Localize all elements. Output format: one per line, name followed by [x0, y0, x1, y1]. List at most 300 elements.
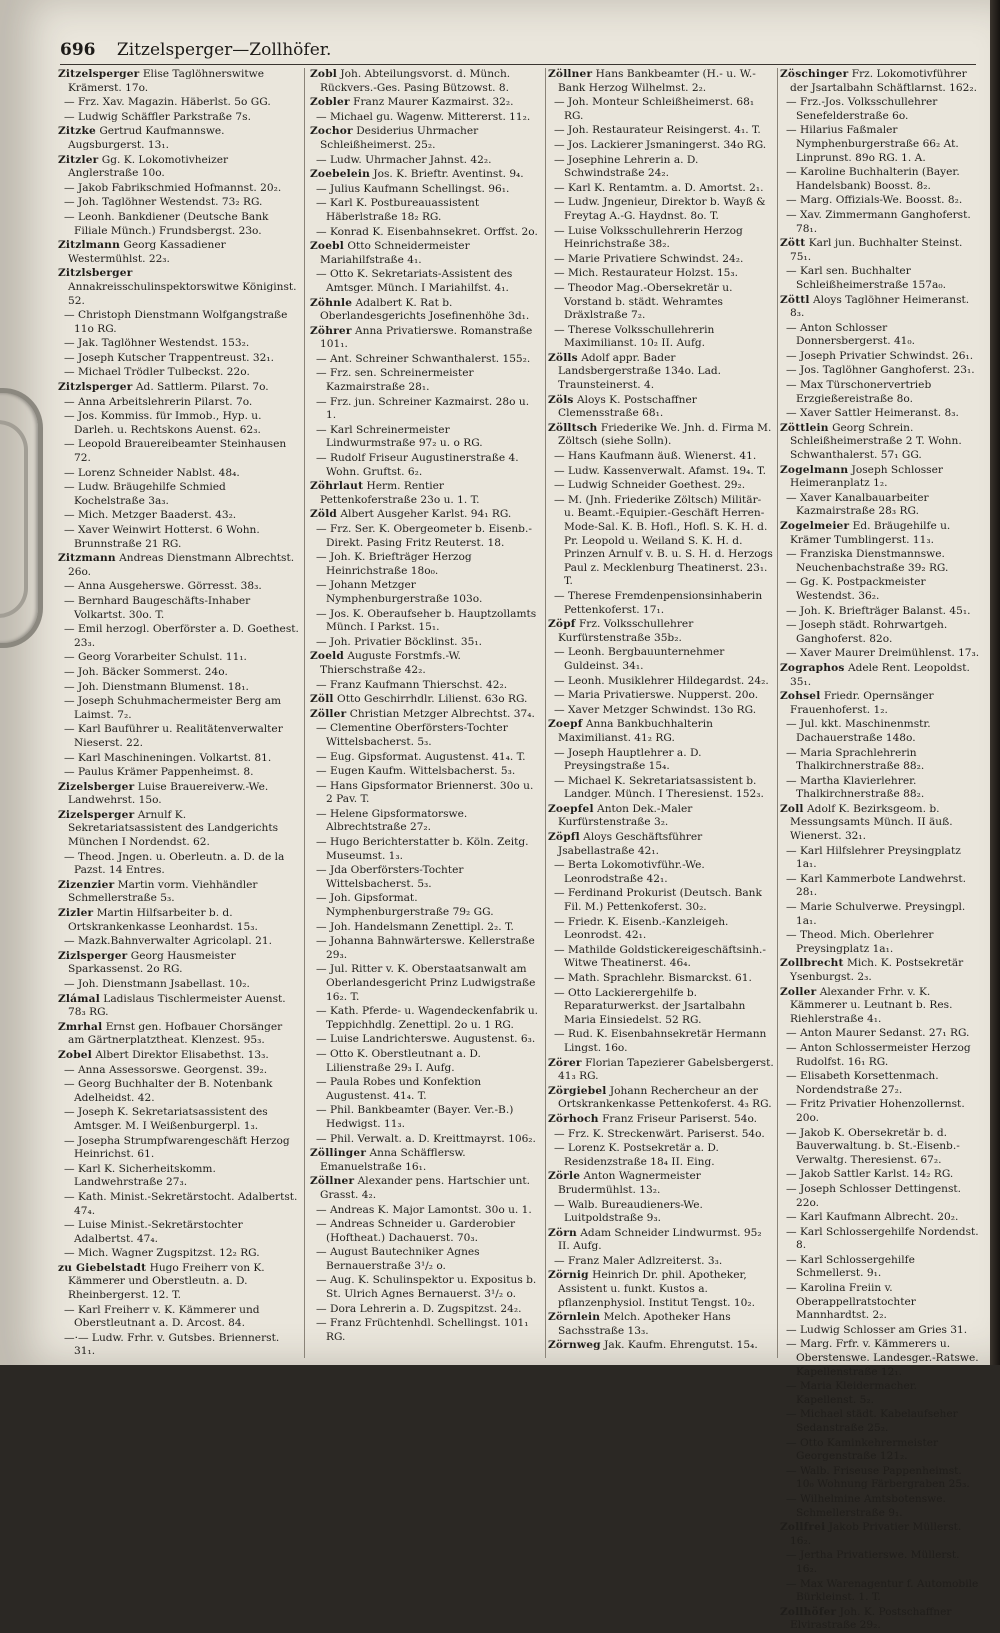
- entry-details: — Mich. Metzger Baaderst. 43₂.: [64, 509, 237, 522]
- entry-details: — Franz Kaufmann Thierschst. 42₂.: [316, 678, 508, 691]
- directory-entry: [780, 1606, 980, 1633]
- entry-details: — Frz. sen. Schreinermeister Kazmairstraße 28₁.: [316, 367, 474, 394]
- entry-details: — Anna Arbeitslehrerin Pilarst. 7o.: [64, 395, 253, 408]
- directory-entry: [310, 636, 542, 650]
- directory-entry: [548, 1227, 774, 1254]
- directory-entry: [548, 68, 774, 95]
- entry-details: — Michael Trödler Tulbeckst. 22o.: [64, 366, 250, 379]
- directory-entry: [780, 294, 980, 321]
- entry-details: Aloys Taglöhner Heimeranst. 8₃.: [790, 293, 970, 320]
- directory-entry: [780, 1437, 980, 1464]
- entry-details: — Joh. K. Briefträger Herzog Heinrichstraße 18o₀.: [316, 551, 472, 577]
- entry-details: — M. (Jnh. Friederike Zöltsch) Militär- u. Beamt.-Equipier.-Geschäft Herren-Mode-Sal. K. B. Hofl., Hofl. S. K. H. d. Pr. Leopold u. Weiland S. K. H. d. Prinzen Arnulf v. B. u. S. H. d. Herzogs Paul z. Mecklenburg Theatinerst. 23₁. T.: [554, 493, 773, 588]
- entry-details: — Joseph Privatier Schwindst. 26₁.: [786, 349, 974, 362]
- directory-entry: [58, 438, 300, 465]
- directory-entry: [58, 1332, 300, 1359]
- entry-surname: Zöttl: [780, 293, 810, 306]
- directory-entry: [310, 183, 542, 197]
- entry-details: Adalbert K. Rat b. Oberlandesgerichts Josefinenhöhe 3d₁.: [320, 296, 530, 323]
- directory-entry: [58, 781, 300, 808]
- entry-surname: Zitzlsperger: [58, 381, 133, 394]
- entry-details: — Karl Schlossergehilfe Nordendst. 8.: [786, 1225, 979, 1252]
- entry-details: — Therese Fremdenpensionsinhaberin Pettenkoferst. 17₁.: [554, 589, 763, 616]
- entry-details: Desiderius Uhrmacher Schleißheimerst. 25₂.: [320, 125, 479, 151]
- entry-details: — Marie Schulverwe. Preysingpl. 1a₁.: [786, 901, 966, 927]
- directory-entry: [780, 464, 980, 491]
- directory-entry: [548, 494, 774, 589]
- directory-entry: [310, 751, 542, 765]
- directory-entry: [310, 480, 542, 507]
- entry-details: — Lorenz Schneider Nablst. 48₄.: [64, 466, 240, 479]
- entry-surname: Zöls: [548, 393, 574, 406]
- directory-entry: [58, 154, 300, 181]
- entry-details: — Franz Früchtenhdl. Schellingst. 101₁ RG.: [316, 1317, 529, 1343]
- entry-details: — Franziska Dienstmannswe. Neuchenbachstraße 39₂ RG.: [786, 548, 949, 574]
- entry-details: Anton Wagnermeister Brudermühlst. 13₂.: [558, 1170, 701, 1196]
- directory-entry: [58, 907, 300, 934]
- entry-surname: Zollfrei: [780, 1521, 826, 1534]
- entry-surname: Zographos: [780, 661, 845, 674]
- entry-details: — Fritz Privatier Hohenzollernst. 20o.: [786, 1098, 965, 1124]
- entry-details: — Frz. K. Streckenwärt. Pariserst. 54o.: [554, 1127, 765, 1140]
- entry-details: —·— Ludw. Frhr. v. Gutsbes. Briennerst. 31₁.: [64, 1331, 280, 1358]
- entry-surname: Zizler: [58, 907, 94, 920]
- directory-entry: [58, 752, 300, 766]
- directory-entry: [310, 1218, 542, 1245]
- entry-details: — Math. Sprachlehr. Bismarckst. 61.: [554, 972, 752, 984]
- directory-entry: [310, 579, 542, 606]
- entry-details: — Joseph Schuhmachermeister Berg am Laimst. 7₂.: [64, 695, 282, 721]
- entry-details: — Helene Gipsformatorswe. Albrechtstraße 27₂.: [316, 807, 468, 834]
- entry-details: Jakob Privatier Müllerst. 16₂.: [790, 1521, 962, 1547]
- directory-entry: [310, 197, 542, 224]
- directory-entry: [780, 379, 980, 406]
- entry-details: Ernst gen. Hofbauer Chorsänger am Gärtnerplatztheat. Klenzest. 95₃.: [68, 1020, 283, 1047]
- directory-entry: [310, 892, 542, 919]
- entry-surname: Zött: [780, 237, 806, 250]
- entry-surname: Zmrhal: [58, 1020, 103, 1033]
- directory-entry: [780, 364, 980, 378]
- entry-details: — Leonh. Musiklehrer Hildegardst. 24₂.: [554, 674, 769, 687]
- entry-details: Frz. Lokomotivführer der Jsartalbahn Schäftlarnst. 162₂.: [790, 68, 977, 94]
- entry-surname: Zizlsperger: [58, 949, 128, 962]
- directory-entry: [58, 125, 300, 152]
- directory-entry: [58, 1049, 300, 1063]
- entry-surname: Zöschinger: [780, 68, 849, 80]
- directory-entry: [548, 450, 774, 464]
- directory-entry: [780, 520, 980, 547]
- entry-details: — Jos. Kommiss. für Immob., Hyp. u. Darleh. u. Rechtskons Auenst. 62₃.: [64, 410, 262, 436]
- entry-details: — Karoline Buchhalterin (Bayer. Handelsbank) Boosst. 8₂.: [786, 166, 960, 192]
- entry-surname: Zitzler: [58, 153, 99, 166]
- directory-entry: [310, 780, 542, 807]
- directory-entry: [58, 267, 300, 308]
- entry-details: — Jda Oberförsters-Tochter Wittelsbacherst. 5₃.: [316, 864, 464, 890]
- entry-details: — Luise Landrichterswe. Augustenst. 6₃.: [316, 1033, 536, 1046]
- directory-entry: [310, 693, 542, 707]
- page-number: 696: [60, 40, 96, 60]
- directory-entry: [780, 1578, 980, 1605]
- entry-details: — Joh. Gipsformat. Nymphenburgerstraße 79₂ GG.: [316, 892, 494, 919]
- entry-details: — Karl Maschineningen. Volkartst. 81.: [64, 751, 272, 764]
- entry-surname: Zöllner: [548, 68, 593, 80]
- directory-entry: [780, 803, 980, 844]
- directory-entry: [310, 240, 542, 267]
- directory-entry: [780, 1070, 980, 1097]
- entry-surname: Zörnweg: [548, 1339, 601, 1352]
- column-1: [58, 68, 300, 1358]
- directory-entry: [310, 921, 542, 935]
- entry-details: — Marie Privatiere Schwindst. 24₂.: [554, 252, 744, 265]
- entry-details: — Martha Klavierlehrer. Thalkirchnerstraße 88₂.: [786, 774, 925, 801]
- directory-entry: [780, 1380, 980, 1407]
- entry-surname: Zörnig: [548, 1269, 589, 1282]
- directory-entry: [310, 297, 542, 324]
- directory-entry: [310, 1175, 542, 1202]
- entry-details: — Ludw. Uhrmacher Jahnst. 42₂.: [316, 153, 492, 166]
- directory-entry: [310, 722, 542, 749]
- entry-details: — Theod. Mich. Oberlehrer Preysingplatz 1a₁.: [786, 929, 934, 955]
- entry-details: — Karl Schreinermeister Lindwurmstraße 97₂ u. o RG.: [316, 423, 483, 450]
- entry-details: — Anton Schlosser Donnersbergerst. 41₀.: [786, 321, 916, 348]
- entry-details: — Jos. K. Oberaufseher b. Hauptzollamts Münch. I Parkst. 15₁.: [316, 607, 537, 634]
- entry-details: — Mathilde Goldstickereigeschäftsinh.-Witwe Theatinerst. 46₄.: [554, 943, 766, 970]
- directory-entry: [548, 1028, 774, 1055]
- entry-details: Gg. K. Lokomotivheizer Anglerstraße 10o.: [68, 153, 229, 180]
- entry-details: Andreas Dienstmann Albrechtst. 26o.: [68, 552, 295, 578]
- entry-details: — Karl Hilfslehrer Preysingplatz 1a₁.: [786, 844, 961, 871]
- entry-surname: Zizenzier: [58, 878, 115, 891]
- entry-details: Albert Direktor Elisabethst. 13₃.: [95, 1048, 269, 1061]
- directory-entry: [780, 1098, 980, 1125]
- entry-details: — Ant. Schreiner Schwanthalerst. 155₂.: [316, 352, 531, 365]
- entry-details: — Frz. Xav. Magazin. Häberlst. 5o GG.: [64, 96, 271, 109]
- directory-entry: [58, 509, 300, 523]
- entry-details: — Mich. Wagner Zugspitzst. 12₂ RG.: [64, 1247, 260, 1260]
- directory-entry: [58, 481, 300, 508]
- entry-details: — Aug. K. Schulinspektor u. Expositus b. St. Ulrich Agnes Bernauerst. 3¹/₂ o.: [316, 1274, 537, 1301]
- entry-surname: Zitzelsperger: [58, 68, 140, 80]
- directory-entry: [780, 1211, 980, 1225]
- directory-entry: [58, 366, 300, 380]
- directory-entry: [780, 718, 980, 745]
- directory-entry: [780, 1465, 980, 1492]
- entry-details: — Joh. K. Briefträger Balanst. 45₁.: [786, 604, 971, 617]
- entry-details: — Anna Assessorswe. Georgenst. 39₂.: [64, 1063, 268, 1076]
- directory-entry: [58, 1262, 300, 1303]
- directory-entry: [310, 367, 542, 394]
- directory-entry: [58, 410, 300, 437]
- entry-details: — Walb. Bureaudieners-We. Luitpoldstraße 9₃.: [554, 1198, 703, 1225]
- entry-details: — Hilarius Faßmaler Nymphenburgerstraße 66₂ At. Linprunst. 89o RG. 1. A.: [786, 124, 959, 164]
- directory-entry: [548, 646, 774, 673]
- directory-entry: [58, 1064, 300, 1078]
- directory-entry: [548, 324, 774, 351]
- entry-details: — Maria Privatierswe. Nupperst. 20o.: [554, 689, 759, 702]
- directory-entry: [58, 196, 300, 210]
- directory-entry: [548, 887, 774, 914]
- directory-entry: [58, 337, 300, 351]
- directory-entry: [548, 1269, 774, 1310]
- entry-details: — Leopold Brauereibeamter Steinhausen 72.: [64, 438, 287, 465]
- entry-details: Anna Bankbuchhalterin Maximilianst. 41₂ RG.: [558, 718, 713, 744]
- entry-details: — Joh. Restaurateur Reisingerst. 4₁. T.: [554, 124, 761, 137]
- directory-entry: [548, 859, 774, 886]
- directory-entry: [310, 452, 542, 479]
- directory-entry: [548, 704, 774, 718]
- directory-entry: [548, 225, 774, 252]
- entry-surname: Zobel: [58, 1048, 92, 1061]
- entry-surname: Zogelmeier: [780, 520, 850, 532]
- entry-details: — Joh. Dienstmann Jsabellast. 10₂.: [64, 978, 250, 990]
- entry-surname: Zizelsperger: [58, 808, 135, 821]
- directory-entry: [548, 803, 774, 830]
- directory-entry: [310, 1133, 542, 1147]
- directory-entry: [310, 396, 542, 423]
- entry-details: — Ludw. Bräugehilfe Schmied Kochelstraße 3a₃.: [64, 481, 226, 507]
- entry-details: — Joh. Monteur Schleißheimerst. 68₁ RG.: [554, 96, 755, 122]
- entry-details: Georg Hausmeister Sparkassenst. 2o RG.: [68, 949, 236, 976]
- directory-entry: [548, 124, 774, 138]
- entry-details: Franz Maurer Kazmairst. 32₂.: [353, 96, 514, 109]
- entry-details: — Karl K. Sicherheitskomm. Landwehrstraße 27₃.: [64, 1162, 216, 1189]
- entry-details: — Andreas Schneider u. Garderobier (Hoftheat.) Dachauerst. 70₃.: [316, 1218, 516, 1244]
- directory-entry: [548, 675, 774, 689]
- entry-details: — Leonh. Bergbauunternehmer Guldeinst. 34₁.: [554, 646, 725, 672]
- entry-surname: Zoepf: [548, 718, 583, 731]
- directory-entry: [548, 139, 774, 153]
- entry-details: — Xaver Kanalbauarbeiter Kazmairstraße 28₃ RG.: [786, 491, 929, 518]
- entry-details: Friederike We. Jnh. d. Firma M. Zöltsch (siehe Solln).: [558, 421, 772, 448]
- entry-details: — Ludwig Schlosser am Gries 31.: [786, 1323, 968, 1336]
- column-2: [310, 68, 542, 1358]
- entry-details: Aloys K. Postschaffner Clemensstraße 68₁.: [558, 393, 697, 420]
- entry-surname: Zobl: [310, 68, 338, 80]
- column-divider: [304, 68, 305, 1358]
- directory-entry: [310, 353, 542, 367]
- column-3: [548, 68, 774, 1358]
- entry-details: — Joh. Bäcker Sommerst. 24o.: [64, 665, 228, 678]
- directory-entry: [548, 1255, 774, 1269]
- directory-entry: [310, 1274, 542, 1301]
- entry-details: — Karl Bauführer u. Realitätenverwalter Nieserst. 22.: [64, 723, 283, 749]
- directory-entry: [310, 551, 542, 578]
- directory-entry: [58, 993, 300, 1020]
- directory-entry: [310, 963, 542, 1004]
- directory-entry: [780, 986, 980, 1027]
- entry-details: — Rud. K. Eisenbahnsekretär Hermann Lingst. 16o.: [554, 1028, 767, 1054]
- directory-entry: [780, 1324, 980, 1338]
- directory-entry: [548, 352, 774, 393]
- entry-details: — Jul. kkt. Maschinenmstr. Dachauerstraße 148o.: [786, 718, 931, 744]
- directory-entry: [58, 396, 300, 410]
- entry-surname: Zlámal: [58, 992, 100, 1005]
- entry-surname: Zöpf: [548, 618, 576, 631]
- entry-details: Adam Schneider Lindwurmst. 95₂ II. Aufg.: [558, 1226, 762, 1253]
- directory-entry: [548, 1142, 774, 1169]
- entry-details: — Ferdinand Prokurist (Deutsch. Bank Fil. M.) Pettenkoferst. 30₂.: [554, 887, 762, 914]
- directory-entry: [548, 182, 774, 196]
- directory-entry: [58, 723, 300, 750]
- directory-entry: [58, 309, 300, 336]
- directory-entry: [780, 96, 980, 123]
- directory-entry: [58, 950, 300, 977]
- entry-details: — Jakob Fabrikschmied Hofmannst. 20₂.: [64, 181, 282, 194]
- directory-entry: [58, 651, 300, 665]
- entry-details: — Mazk.Bahnverwalter Agricolapl. 21.: [64, 935, 272, 948]
- directory-entry: [548, 1113, 774, 1127]
- entry-surname: Zöhnle: [310, 296, 353, 309]
- entry-details: Ladislaus Tischlermeister Auenst. 78₃ RG.: [68, 992, 286, 1019]
- directory-entry: [58, 182, 300, 196]
- directory-entry: [548, 479, 774, 493]
- entry-details: Ed. Bräugehilfe u. Krämer Tumblingerst. 11₃.: [790, 520, 951, 546]
- entry-details: — Josephine Lehrerin a. D. Schwindstraße 24₂.: [554, 153, 699, 180]
- directory-entry: [310, 68, 542, 95]
- entry-details: — Gg. K. Postpackmeister Westendst. 36₂.: [786, 576, 926, 602]
- directory-entry: [548, 196, 774, 223]
- directory-entry: [780, 690, 980, 717]
- directory-entry: [310, 154, 542, 168]
- directory-entry: [780, 1408, 980, 1435]
- entry-surname: Zogelmann: [780, 463, 849, 476]
- entry-details: — Franz Maler Adlzreiterst. 3₃.: [554, 1254, 723, 1267]
- entry-surname: Zochor: [310, 125, 353, 138]
- column-divider: [545, 68, 546, 1358]
- directory-entry: [548, 831, 774, 858]
- entry-surname: Zöhrlaut: [310, 480, 364, 493]
- directory-entry: [58, 1304, 300, 1331]
- directory-entry: [548, 1339, 774, 1353]
- entry-surname: Zizelsberger: [58, 780, 135, 793]
- entry-details: Aloys Geschäftsführer Jsabellastraße 42₁.: [558, 831, 703, 857]
- directory-entry: [58, 111, 300, 125]
- directory-entry: [58, 381, 300, 395]
- directory-entry: [310, 325, 542, 352]
- directory-entry: [780, 647, 980, 661]
- directory-entry: [58, 935, 300, 949]
- entry-details: — Xav. Zimmermann Ganghoferst. 78₁.: [786, 208, 971, 235]
- entry-surname: Zitzmann: [58, 552, 116, 565]
- entry-details: — Julius Kaufmann Schellingst. 96₁.: [316, 182, 510, 195]
- directory-entry: [310, 1005, 542, 1032]
- directory-entry: [310, 268, 542, 295]
- directory-entry: [310, 111, 542, 125]
- directory-entry: [310, 836, 542, 863]
- directory-entry: [780, 1027, 980, 1041]
- directory-entry: [780, 1282, 980, 1323]
- directory-entry: [548, 267, 774, 281]
- entry-details: Ad. Sattlerm. Pilarst. 7o.: [135, 381, 269, 394]
- entry-details: — Friedr. K. Eisenb.-Kanzleigeh. Leonrodst. 42₁.: [554, 915, 729, 942]
- entry-details: — Max Türschonervertrieb Erzgießereistraße 8o.: [786, 379, 932, 405]
- directory-entry: [780, 265, 980, 292]
- directory-entry: [780, 873, 980, 900]
- entry-details: — Anton Schlossermeister Herzog Rudolfst. 16₁ RG.: [786, 1041, 971, 1068]
- directory-entry: [58, 524, 300, 551]
- entry-details: — Josepha Strumpfwarengeschäft Herzog Heinrichst. 61.: [64, 1134, 290, 1161]
- entry-surname: Zöller: [310, 707, 347, 720]
- directory-entry: [548, 1170, 774, 1197]
- entry-surname: Zoeld: [310, 650, 344, 663]
- directory-entry: [780, 1168, 980, 1182]
- directory-entry: [310, 808, 542, 835]
- entry-details: — Mich. Restaurateur Holzst. 15₃.: [554, 267, 739, 280]
- directory-entry: [58, 467, 300, 481]
- entry-details: — Karl Schlossergehilfe Schmellerst. 9₁.: [786, 1253, 915, 1280]
- entry-details: — Michael gu. Wagenw. Mittererst. 11₂.: [316, 110, 531, 123]
- directory-entry: [310, 168, 542, 182]
- directory-entry: [548, 282, 774, 323]
- directory-entry: [310, 424, 542, 451]
- entry-surname: Zollbrecht: [780, 957, 844, 970]
- entry-details: Alexander Frhr. v. K. Kämmerer u. Leutnant b. Res. Riehlerstraße 4₁.: [790, 985, 953, 1025]
- entry-details: — Jos. Taglöhner Ganghoferst. 23₁.: [786, 364, 975, 377]
- entry-surname: Zollhöfer: [780, 1605, 837, 1618]
- entry-details: — Jul. Ritter v. K. Oberstaatsanwalt am Oberlandesgericht Prinz Ludwigstraße 16₂. T.: [316, 963, 536, 1003]
- directory-entry: [780, 1254, 980, 1281]
- entry-surname: Zölls: [548, 351, 578, 364]
- entry-details: — Michael K. Sekretariatsassistent b. Landger. Münch. I Theresienst. 152₃.: [554, 774, 764, 801]
- directory-entry: [58, 978, 300, 992]
- directory-entry: [58, 809, 300, 850]
- column-4: [780, 68, 980, 1632]
- entry-surname: Zoepfel: [548, 802, 594, 815]
- directory-entry: [548, 916, 774, 943]
- entry-details: — Emil herzogl. Oberförster a. D. Goethest. 23₃.: [64, 623, 299, 649]
- entry-details: — Hans Kaufmann äuß. Wienerst. 41.: [554, 450, 757, 463]
- directory-entry: [310, 1317, 542, 1344]
- directory-entry: [310, 650, 542, 677]
- entry-details: — Eugen Kaufm. Wittelsbacherst. 5₃.: [316, 765, 516, 778]
- directory-entry: [780, 350, 980, 364]
- directory-entry: [58, 352, 300, 366]
- entry-details: Joh. K. Postschaffner Elvirastraße 29₂.: [790, 1605, 952, 1632]
- directory-entry: [310, 1303, 542, 1317]
- directory-entry: [310, 508, 542, 522]
- directory-entry: [780, 237, 980, 264]
- directory-entry: [780, 124, 980, 165]
- entry-details: — Paulus Krämer Pappenheimst. 8.: [64, 766, 254, 779]
- directory-entry: [780, 322, 980, 349]
- entry-details: — Hugo Berichterstatter b. Köln. Zeitg. Museumst. 1₃.: [316, 836, 529, 862]
- entry-details: Georg Schrein. Schleißheimerstraße 2 T. Wohn. Schwanthalerst. 57₁ GG.: [790, 421, 962, 462]
- entry-details: Jak. Kaufm. Ehrengutst. 15₄.: [604, 1339, 758, 1352]
- entry-surname: Zoebelein: [310, 168, 370, 181]
- directory-entry: [548, 944, 774, 971]
- entry-details: — Clementine Oberförsters-Tochter Wittelsbacherst. 5₃.: [316, 722, 508, 748]
- entry-details: — Xaver Metzger Schwindst. 13o RG.: [554, 703, 757, 716]
- entry-details: — Frz. Ser. K. Obergeometer b. Eisenb.-Direkt. Pasing Fritz Reuterst. 18.: [316, 523, 532, 549]
- entry-details: Otto Schneidermeister Mariahilfstraße 4₁.: [320, 240, 470, 266]
- directory-entry: [310, 1246, 542, 1273]
- directory-entry: [548, 154, 774, 181]
- directory-entry: [58, 666, 300, 680]
- entry-details: — Christoph Dienstmann Wolfgangstraße 11o RG.: [64, 309, 288, 335]
- entry-details: — Max Warenagentur f. Automobile Bürkleinst. 1. T.: [786, 1577, 979, 1604]
- entry-details: — Jakob Sattler Karlst. 14₂ RG.: [786, 1168, 954, 1181]
- directory-entry: [310, 1104, 542, 1131]
- entry-surname: Zitzlmann: [58, 239, 120, 252]
- directory-entry: [310, 935, 542, 962]
- directory-entry: [310, 608, 542, 635]
- entry-details: — Jak. Taglöhner Westendst. 153₂.: [64, 337, 250, 350]
- entry-details: — Dora Lehrerin a. D. Zugspitzst. 24₂.: [316, 1302, 522, 1315]
- directory-entry: [58, 879, 300, 906]
- directory-entry: [548, 987, 774, 1028]
- entry-surname: Zoller: [780, 985, 817, 998]
- entry-details: — Joseph Hauptlehrer a. D. Preysingstraße 15₄.: [554, 746, 702, 773]
